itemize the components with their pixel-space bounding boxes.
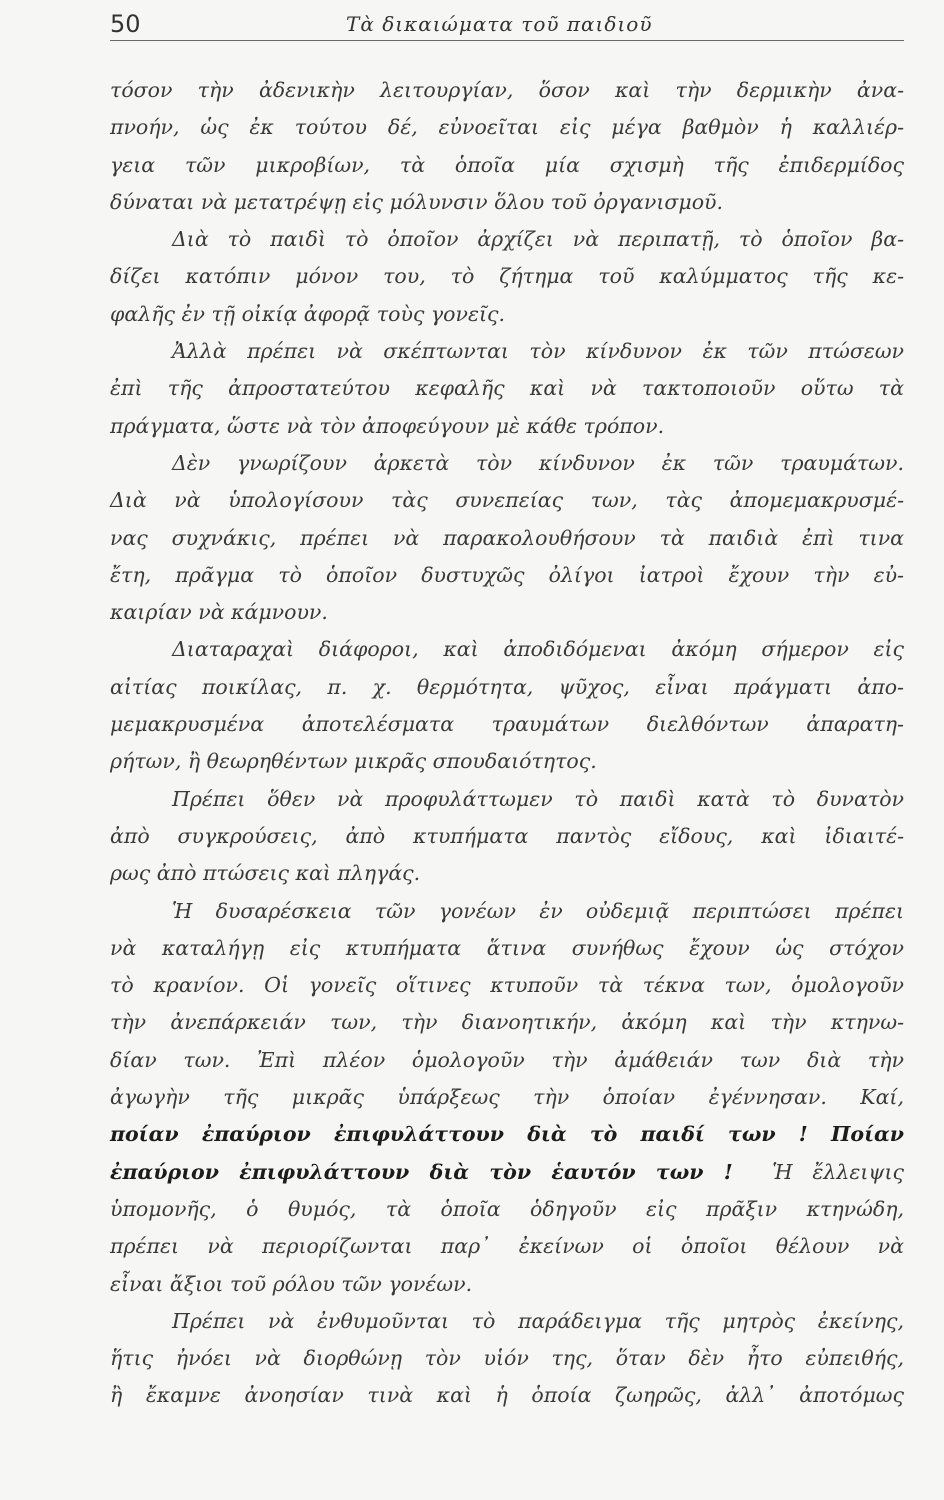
body-text <box>110 72 904 1415</box>
text-line: Πρέπει νὰ ἐνθυμοῦνται τὸ παράδειγμα τῆς μητρὸς ἐκείνης, <box>172 1308 904 1333</box>
text-line: Διὰ τὸ παιδὶ τὸ ὁποῖον ἀρχίζει νὰ περιπατῇ, τὸ ὁποῖον βα- <box>172 227 904 252</box>
text-line: νὰ καταλήγῃ εἰς κτυπήματα ἅτινα συνήθως ἔχουν ὡς στόχον <box>110 935 904 960</box>
text-line: δίαν των. Ἐπὶ πλέον ὁμολογοῦν τὴν ἀμάθειάν των διὰ τὴν <box>110 1047 904 1072</box>
text-line: ρήτων, ἢ θεωρηθέντων μικρᾶς σπουδαιότητος. <box>110 749 597 774</box>
text-line: ἔτη, πρᾶγμα τὸ ὁποῖον δυστυχῶς ὀλίγοι ἰατροὶ ἔχουν τὴν εὐ- <box>110 562 904 587</box>
text-line: πράγματα, ὥστε νὰ τὸν ἀποφεύγουν μὲ κάθε τρόπον. <box>110 413 665 438</box>
text-line-bold: ποίαν ἐπαύριον ἐπιφυλάττουν διὰ τὸ παιδί των ! Ποίαν <box>110 1122 904 1147</box>
text-line: ἥτις ἠνόει νὰ διορθώνῃ τὸν υἱόν της, ὅταν δὲν ἦτο εὐπειθής, <box>110 1346 904 1371</box>
text-line: δίζει κατόπιν μόνον του, τὸ ζήτημα τοῦ καλύμματος τῆς κε- <box>110 264 904 289</box>
running-title: Τὰ δικαιώματα τοῦ παιδιοῦ <box>346 12 653 36</box>
text-line: δύναται νὰ μετατρέψῃ εἰς μόλυνσιν ὅλου τοῦ ὀργανισμοῦ. <box>110 189 724 214</box>
page-number: 50 <box>110 10 141 38</box>
text-line: ἐπὶ τῆς ἀπροστατεύτου κεφαλῆς καὶ νὰ τακτοποιοῦν οὕτω τὰ <box>110 376 904 401</box>
text-line: γεια τῶν μικροβίων, τὰ ὁποῖα μία σχισμὴ τῆς ἐπιδερμίδος <box>110 152 904 177</box>
text-line: Δὲν γνωρίζουν ἀρκετὰ τὸν κίνδυνον ἐκ τῶν τραυμάτων. <box>172 450 904 475</box>
page-header <box>110 8 904 41</box>
text-line: Διαταραχαὶ διάφοροι, καὶ ἀποδιδόμεναι ἀκόμη σήμερον εἰς <box>172 637 904 662</box>
text-line-mixed <box>110 1154 904 1191</box>
text-line: πρέπει νὰ περιορίζωνται παρ᾿ ἐκείνων οἱ ὁποῖοι θέλουν νὰ <box>110 1234 904 1259</box>
text-line: τὸ κρανίον. Οἱ γονεῖς οἵτινες κτυποῦν τὰ τέκνα των, ὁμολογοῦν <box>110 973 904 998</box>
text-line: Ἀλλὰ πρέπει νὰ σκέπτωνται τὸν κίνδυνον ἐκ τῶν πτώσεων <box>172 339 904 364</box>
text-line: μεμακρυσμένα ἀποτελέσματα τραυμάτων διελθόντων ἀπαρατη- <box>110 712 904 737</box>
text-line: πνοήν, ὡς ἐκ τούτου δέ, εὐνοεῖται εἰς μέγα βαθμὸν ἡ καλλιέρ- <box>110 115 904 140</box>
text-line: Πρέπει ὅθεν νὰ προφυλάττωμεν τὸ παιδὶ κατὰ τὸ δυνατὸν <box>172 786 904 811</box>
text-line: ἀπὸ συγκρούσεις, ἀπὸ κτυπήματα παντὸς εἴδους, καὶ ἰδιαιτέ- <box>110 823 904 848</box>
bold-phrase: ἐπαύριον ἐπιφυλάττουν διὰ τὸν ἑαυτόν των ! <box>110 1159 733 1184</box>
text-line: εἶναι ἄξιοι τοῦ ρόλου τῶν γονέων. <box>110 1271 473 1296</box>
text-line: τὴν ἀνεπάρκειάν των, τὴν διανοητικήν, ἀκόμη καὶ τὴν κτηνω- <box>110 1010 904 1035</box>
text-fragment: Ἡ ἔλλειψις <box>772 1159 904 1184</box>
text-line: καιρίαν νὰ κάμνουν. <box>110 600 328 625</box>
text-line: αἰτίας ποικίλας, π. χ. θερμότητα, ψῦχος, εἶναι πράγματι ἀπο- <box>110 674 904 699</box>
text-line: Διὰ νὰ ὑπολογίσουν τὰς συνεπείας των, τὰς ἀπομεμακρυσμέ- <box>110 488 904 513</box>
text-line: ἀγωγὴν τῆς μικρᾶς ὑπάρξεως τὴν ὁποίαν ἐγέννησαν. Καί, <box>110 1085 904 1110</box>
text-line: ἢ ἔκαμνε ἀνοησίαν τινὰ καὶ ἡ ὁποία ζωηρῶς, ἀλλ᾿ ἀποτόμως <box>110 1383 904 1408</box>
text-line: τόσον τὴν ἀδενικὴν λειτουργίαν, ὅσον καὶ τὴν δερμικὴν ἀνα- <box>110 78 904 102</box>
text-line: Ἡ δυσαρέσκεια τῶν γονέων ἐν οὐδεμιᾷ περιπτώσει πρέπει <box>172 898 904 923</box>
text-line: ὑπομονῆς, ὁ θυμός, τὰ ὁποῖα ὁδηγοῦν εἰς πρᾶξιν κτηνώδη, <box>110 1196 904 1221</box>
text-line: φαλῆς ἐν τῇ οἰκίᾳ ἀφορᾷ τοὺς γονεῖς. <box>110 301 505 326</box>
text-line: νας συχνάκις, πρέπει νὰ παρακολουθήσουν τὰ παιδιὰ ἐπὶ τινα <box>110 525 904 550</box>
text-line: ρως ἀπὸ πτώσεις καὶ πληγάς. <box>110 861 421 886</box>
